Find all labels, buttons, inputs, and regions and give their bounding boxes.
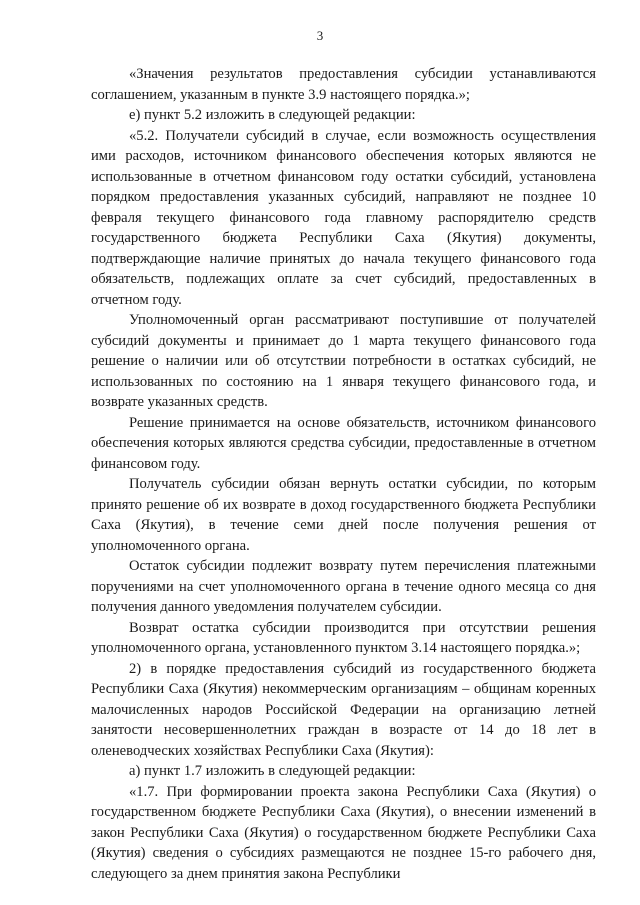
paragraph: Решение принимается на основе обязательств, источником финансового обеспечения которых являются средства субсидии, предоставленные в отчетном финансовом году.: [91, 414, 596, 472]
paragraph: 2) в порядке предоставления субсидий из государственного бюджета Республики Саха (Якутия) некоммерческим организациям – общинам коренных малочисленных народов Российской Федерации на организацию летней занятости несовершеннолетних граждан в возрасте от 14 до 18 лет в оленеводческих хозяйствах Республики Саха (Якутия):: [91, 660, 596, 759]
paragraph: а) пункт 1.7 изложить в следующей редакции:: [129, 763, 416, 779]
paragraph: «1.7. При формировании проекта закона Республики Саха (Якутия) о государственном бюджете Республики Саха (Якутия), о внесении изменений в закон Республики Саха (Якутия) о государственном бюджете Республики Саха (Якутия) сведения о субсидиях размещаются не позднее 15-го рабочего дня, следующего за днем принятия закона Республики: [91, 783, 596, 882]
page-number: 3: [316, 28, 324, 43]
document-body: [91, 64, 596, 884]
paragraph: Уполномоченный орган рассматривают поступившие от получателей субсидий документы и принимает до 1 марта текущего финансового года решение о наличии или об отсутствии потребности в остатках субсидий, не использованных по состоянию на 1 января текущего финансового года, и возврате указанных средств.: [91, 312, 596, 410]
paragraph: «5.2. Получатели субсидий в случае, если возможность осуществления ими расходов, источником финансового обеспечения которых являются не использованные в отчетном финансовом году остатки субсидий, установлена порядком предоставления указанных субсидий, направляют не позднее 10 февраля текущего финансового года главному распорядителю средств государственного бюджета Республики Саха (Якутия) документы, подтверждающие наличие принятых до начала текущего финансового года обязательств, подлежащих оплате за счет субсидий, предоставленных в отчетном году.: [91, 127, 596, 308]
paragraph: Остаток субсидии подлежит возврату путем перечисления платежными поручениями на счет уполномоченного органа в течение одного месяца со дня получения данного уведомления получателем субсидии.: [91, 558, 596, 615]
paragraph: Возврат остатка субсидии производится при отсутствии решения уполномоченного органа, установленного пунктом 3.14 настоящего порядка.»;: [91, 619, 596, 656]
paragraph: «Значения результатов предоставления субсидии устанавливаются соглашением, указанным в пункте 3.9 настоящего порядка.»;: [91, 66, 596, 103]
paragraph: Получатель субсидии обязан вернуть остатки субсидии, по которым принято решение об их возврате в доход государственного бюджета Республики Саха (Якутия), в течение семи дней после получения решения от уполномоченного органа.: [91, 476, 596, 554]
paragraph: е) пункт 5.2 изложить в следующей редакции:: [129, 107, 416, 123]
